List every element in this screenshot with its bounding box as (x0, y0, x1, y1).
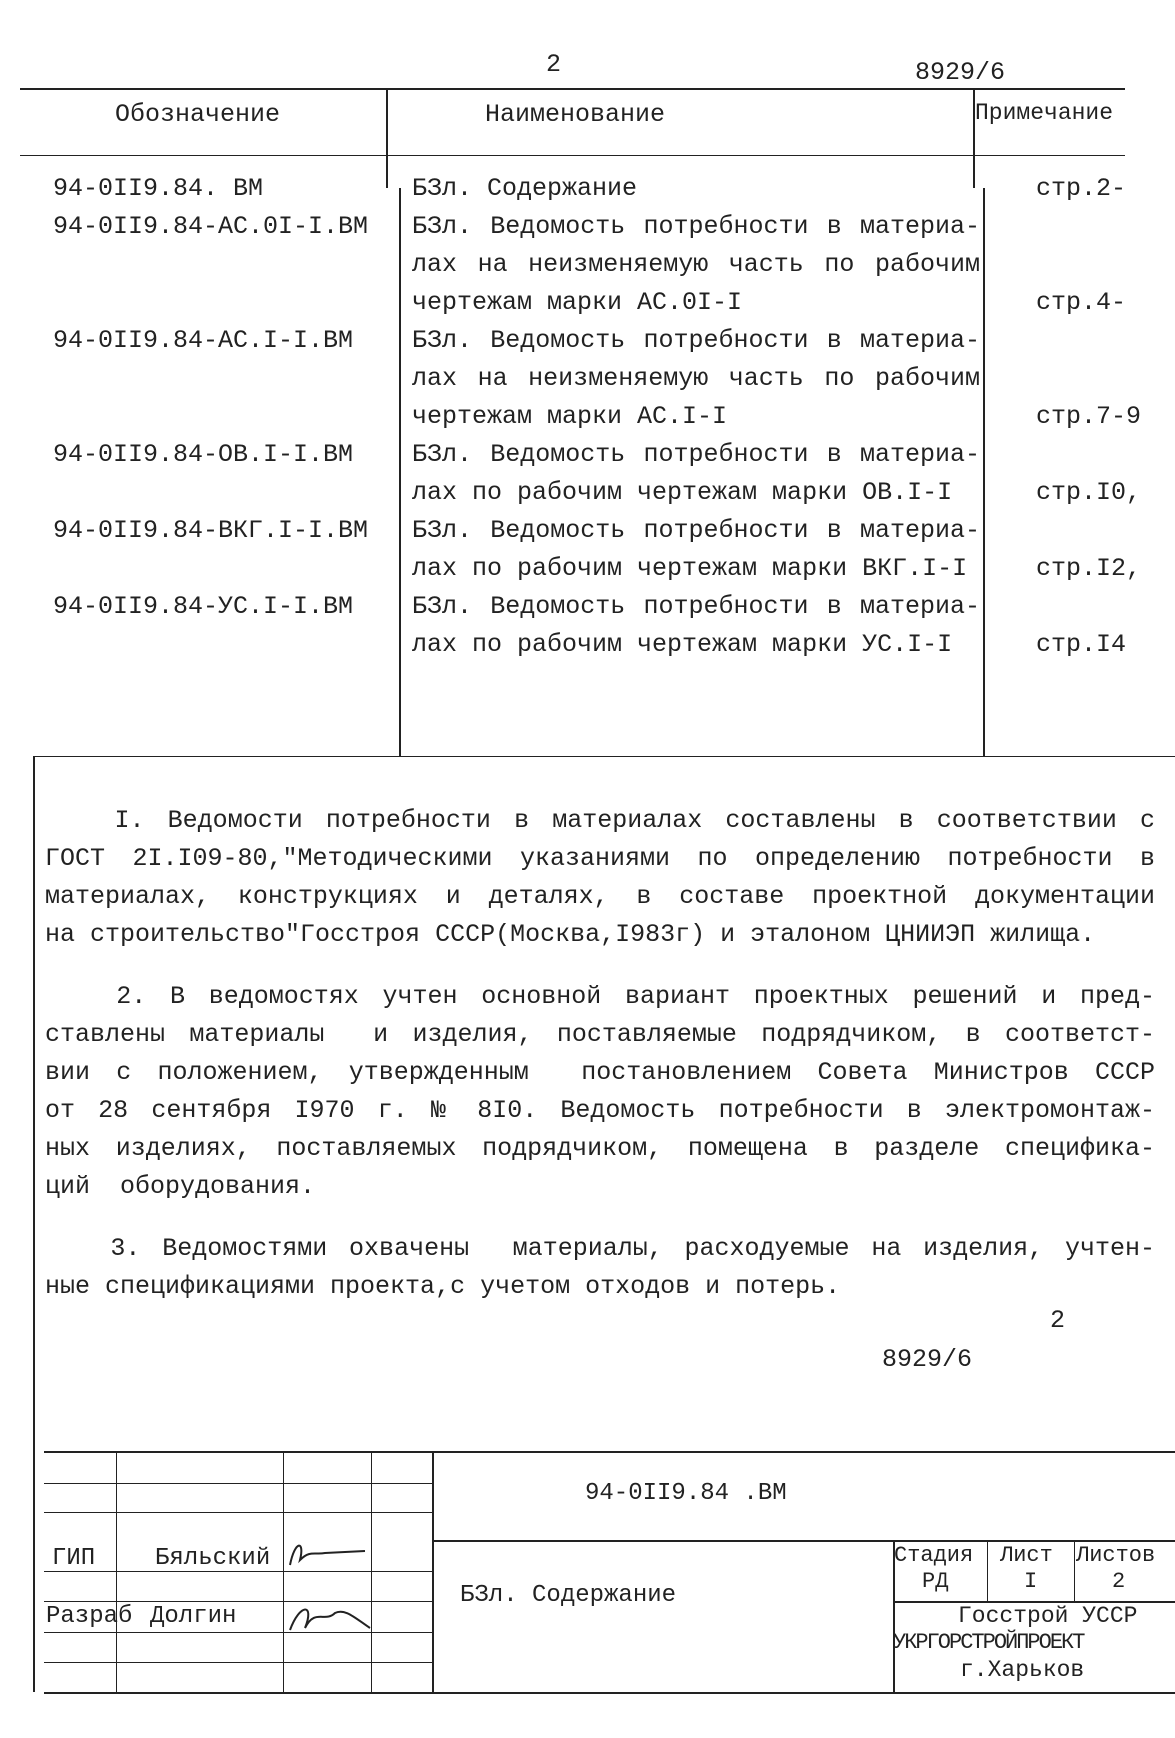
table-row (20, 208, 1175, 322)
note-paragraph (45, 978, 1155, 1206)
column-header-designation: Обозначение (115, 100, 281, 129)
column-header-name: Наименование (485, 100, 666, 129)
row-designation: 94-0II9.84-АС.I-I.ВМ (53, 326, 354, 355)
row-name-line: БЗл. Ведомость потребности в материа- (412, 212, 980, 241)
note-line: ные спецификациями проекта,с учетом отходов и потерь. (45, 1272, 841, 1301)
organization-line: г.Харьков (960, 1657, 1085, 1683)
name-developer: Долгин (150, 1603, 237, 1630)
contents-table (20, 170, 1175, 664)
table-row (20, 512, 1175, 588)
row-designation: 94-0II9.84. ВМ (53, 174, 264, 203)
row-designation: 94-0II9.84-АС.0I-I.ВМ (53, 212, 369, 241)
row-designation: 94-0II9.84-УС.I-I.ВМ (53, 592, 354, 621)
row-name (406, 170, 980, 208)
row-name-line: лах на неизменяемую часть по рабочим (412, 250, 980, 279)
note-line: I. Ведомости потребности в материалах составлены в соответствии с (45, 806, 1155, 835)
row-note: стр.4- (1036, 288, 1127, 317)
signature-developer (285, 1598, 375, 1633)
table-row (20, 436, 1175, 512)
row-name-line: лах по рабочим чертежам марки УС.I-I (412, 630, 953, 659)
note-line: ных изделиях, поставляемых подрядчиком, помещена в разделе специфика- (45, 1134, 1155, 1163)
name-gip: Бяльский (155, 1545, 271, 1572)
stage-value: РД (922, 1569, 949, 1594)
table-row (20, 322, 1175, 436)
row-designation: 94-0II9.84-ОВ.I-I.ВМ (53, 440, 354, 469)
row-name (406, 208, 980, 322)
role-gip: ГИП (52, 1545, 96, 1572)
note-line: от 28 сентября I970 г. № 8I0. Ведомость потребности в электромонтаж- (45, 1096, 1155, 1125)
note-line: ГОСТ 2I.I09-80,"Методическими указаниями по определению потребности в (45, 844, 1155, 873)
organization-line: УКРГОРСТРОЙПРОЕКТ (893, 1630, 1084, 1655)
row-note: стр.I0, (1036, 478, 1142, 507)
row-name (406, 322, 980, 436)
note-line: материалах, конструкциях и деталях, в составе проектной документации (45, 882, 1155, 911)
row-name-line: лах по рабочим чертежам марки ОВ.I-I (412, 478, 953, 507)
page-number: 2 (546, 50, 562, 79)
document-number: 8929/6 (915, 58, 1006, 87)
footer-page-number: 2 (1050, 1306, 1066, 1335)
table-bottom-border (33, 756, 1175, 757)
row-name-line: лах на неизменяемую часть по рабочим (412, 364, 980, 393)
footer-document-number: 8929/6 (882, 1345, 973, 1374)
row-designation: 94-0II9.84-ВКГ.I-I.ВМ (53, 516, 369, 545)
note-line: 3. Ведомостями охвачены материалы, расходуемые на изделия, учтен- (45, 1234, 1155, 1263)
column-header-note: Примечание (975, 100, 1114, 126)
organization-line: Госстрой УССР (958, 1603, 1138, 1629)
row-name-line: чертежам марки АС.I-I (412, 402, 728, 431)
sheets-value: 2 (1112, 1569, 1126, 1594)
row-note: стр.I2, (1036, 554, 1142, 583)
note-paragraph (45, 802, 1155, 954)
document-title: БЗл. Содержание (460, 1582, 677, 1609)
table-header-border (20, 155, 1125, 156)
page-frame-left (33, 756, 35, 1692)
table-row (20, 170, 1175, 208)
note-line: ций оборудования. (45, 1172, 316, 1201)
note-paragraph (45, 1230, 1155, 1306)
row-name-line: лах по рабочим чертежам марки ВКГ.I-I (412, 554, 968, 583)
role-developer: Разраб (46, 1603, 133, 1630)
row-note: стр.7-9 (1036, 402, 1142, 431)
row-name (406, 588, 980, 664)
row-name (406, 512, 980, 588)
table-row (20, 588, 1175, 664)
sheets-label: Листов (1076, 1543, 1156, 1568)
notes-section (45, 802, 1155, 1330)
row-note: стр.2- (1036, 174, 1127, 203)
note-line: на строительство"Госстроя СССР(Москва,I983г) и эталоном ЦНИИЭП жилища. (45, 920, 1096, 949)
document-designation: 94-0II9.84 .ВМ (585, 1480, 787, 1507)
signature-gip (285, 1535, 370, 1570)
note-line: вии с положением, утвержденным постановлением Совета Министров СССР (45, 1058, 1155, 1087)
note-line: 2. В ведомостях учтен основной вариант проектных решений и пред- (45, 982, 1155, 1011)
stage-label: Стадия (894, 1543, 974, 1568)
row-name-line: БЗл. Ведомость потребности в материа- (412, 592, 980, 621)
sheet-value: I (1024, 1569, 1038, 1594)
row-note: стр.I4 (1036, 630, 1127, 659)
row-name (406, 436, 980, 512)
row-name-line: БЗл. Ведомость потребности в материа- (412, 516, 980, 545)
table-top-border (20, 88, 1125, 90)
note-line: ставлены материалы и изделия, поставляемые подрядчиком, в соответст- (45, 1020, 1155, 1049)
row-name-line: чертежам марки АС.0I-I (412, 288, 743, 317)
sheet-label: Лист (1000, 1543, 1053, 1568)
row-name-line: БЗл. Ведомость потребности в материа- (412, 326, 980, 355)
row-name-line: БЗл. Ведомость потребности в материа- (412, 440, 980, 469)
row-name-line: БЗл. Содержание (412, 174, 638, 203)
